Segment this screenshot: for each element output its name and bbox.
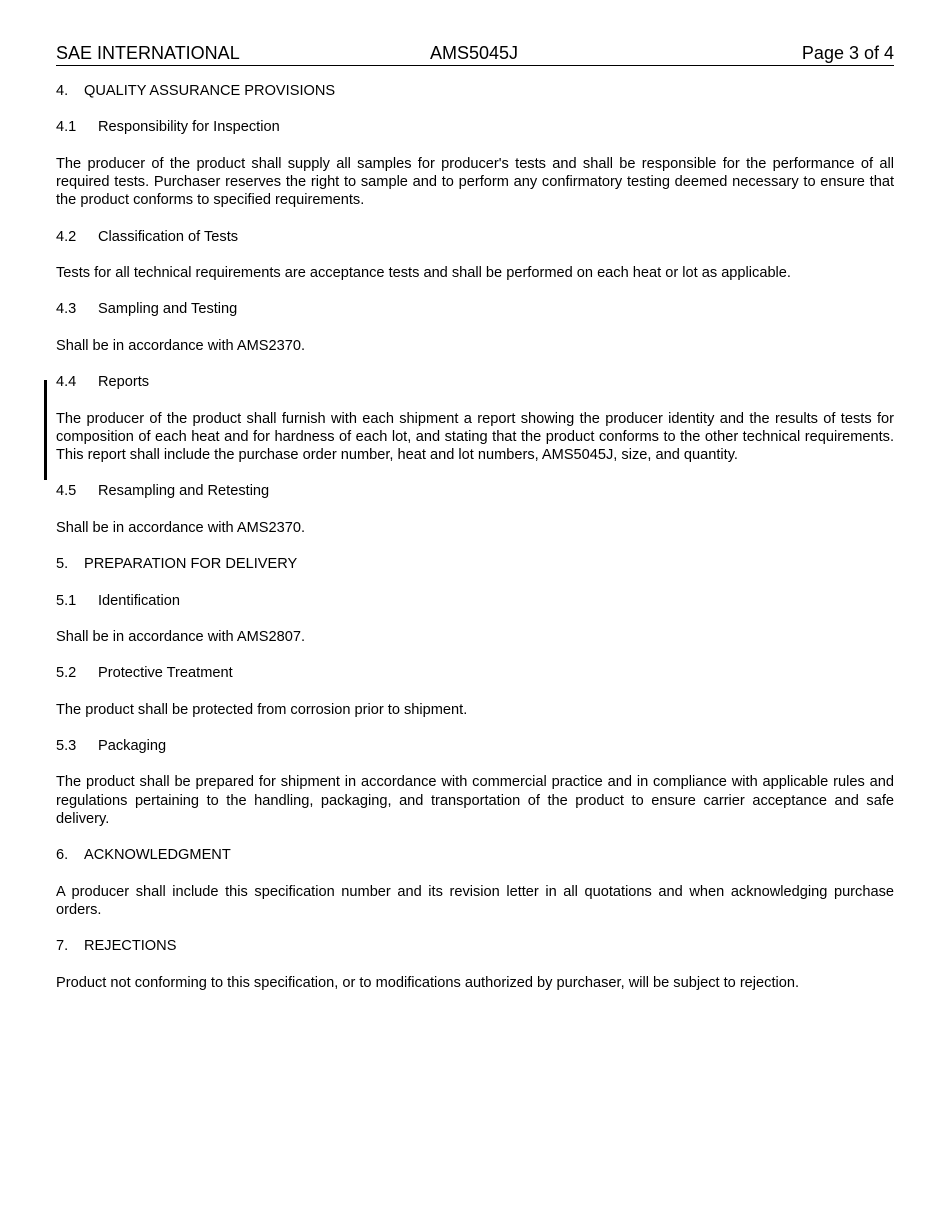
- section-title: PREPARATION FOR DELIVERY: [84, 556, 298, 573]
- section-number: 4.1: [56, 119, 77, 136]
- section-number: 7.: [56, 938, 69, 955]
- section-number: 5.: [56, 556, 69, 573]
- section-number: 6.: [56, 847, 69, 864]
- section-title: Packaging: [98, 738, 167, 755]
- section-number: 5.2: [56, 665, 77, 682]
- section-6-heading: [56, 846, 894, 864]
- section-7-text: Product not conforming to this specification, or to modifications authorized by purchaser, will be subject to rejection.: [56, 974, 800, 991]
- section-5-3-heading: [56, 737, 894, 755]
- section-title: QUALITY ASSURANCE PROVISIONS: [84, 83, 336, 99]
- page-header: [56, 42, 894, 66]
- section-5-2-text: The product shall be protected from corrosion prior to shipment.: [56, 701, 468, 718]
- section-title: REJECTIONS: [84, 938, 177, 955]
- section-title: ACKNOWLEDGMENT: [84, 847, 231, 864]
- section-4-5-heading: [56, 482, 894, 500]
- section-5-1-heading: [56, 592, 894, 610]
- document-body: [56, 82, 894, 1010]
- section-number: 5.1: [56, 592, 77, 609]
- header-doc-number: AMS5045J: [430, 43, 519, 63]
- section-5-heading: [56, 555, 894, 573]
- section-5-2-heading: [56, 664, 894, 682]
- section-number: 4.2: [56, 228, 77, 245]
- section-4-5-text: Shall be in accordance with AMS2370.: [56, 519, 306, 536]
- section-title: Reports: [98, 374, 150, 391]
- section-4-1-text: The producer of the product shall supply all samples for producer's tests and shall be responsible for the performance of all required tests. Purchaser reserves the right to sample and to perform any confirmatory testing deemed necessary to ensure that the product conforms to specified requirements.: [56, 155, 894, 209]
- section-4-2-heading: [56, 228, 894, 246]
- header-page-number: Page 3 of 4: [801, 43, 894, 63]
- section-4-1-heading: [56, 118, 894, 136]
- section-title: Resampling and Retesting: [98, 483, 270, 500]
- section-number: 4.5: [56, 483, 77, 500]
- section-4-4-heading: [56, 373, 894, 391]
- section-4-3-text: Shall be in accordance with AMS2370.: [56, 337, 306, 354]
- section-5-1-text: Shall be in accordance with AMS2807.: [56, 628, 306, 645]
- section-title: Identification: [98, 592, 180, 609]
- section-7-heading: [56, 937, 894, 955]
- section-number: 4.4: [56, 374, 77, 391]
- section-title: Protective Treatment: [98, 665, 233, 682]
- section-title: Classification of Tests: [98, 228, 239, 245]
- section-number: 4.3: [56, 301, 77, 318]
- section-5-3-text: The product shall be prepared for shipment in accordance with commercial practice and in compliance with applicable rules and regulations pertaining to the handling, packaging, and transportation of the product to ensure carrier acceptance and safe delivery.: [56, 774, 894, 827]
- section-4-3-heading: [56, 300, 894, 318]
- section-4-2-text: Tests for all technical requirements are acceptance tests and shall be performed on each heat or lot as applicable.: [56, 264, 791, 281]
- section-4-4-text: The producer of the product shall furnish with each shipment a report showing the producer identity and the results of tests for composition of each heat and for hardness of each lot, and stating that the product conforms to the other technical requirements. This report shall include the purchase order number, heat and lot numbers, AMS5045J, size, and quantity.: [56, 410, 894, 463]
- section-number: 4.: [56, 83, 69, 99]
- header-org: SAE INTERNATIONAL: [56, 43, 240, 63]
- section-title: Responsibility for Inspection: [98, 119, 280, 136]
- section-title: Sampling and Testing: [98, 301, 238, 318]
- section-4-heading: [56, 82, 894, 100]
- section-number: 5.3: [56, 738, 77, 755]
- revision-change-bar: [44, 380, 47, 480]
- section-6-text: A producer shall include this specification number and its revision letter in all quotations and when acknowledging purchase orders.: [56, 883, 894, 918]
